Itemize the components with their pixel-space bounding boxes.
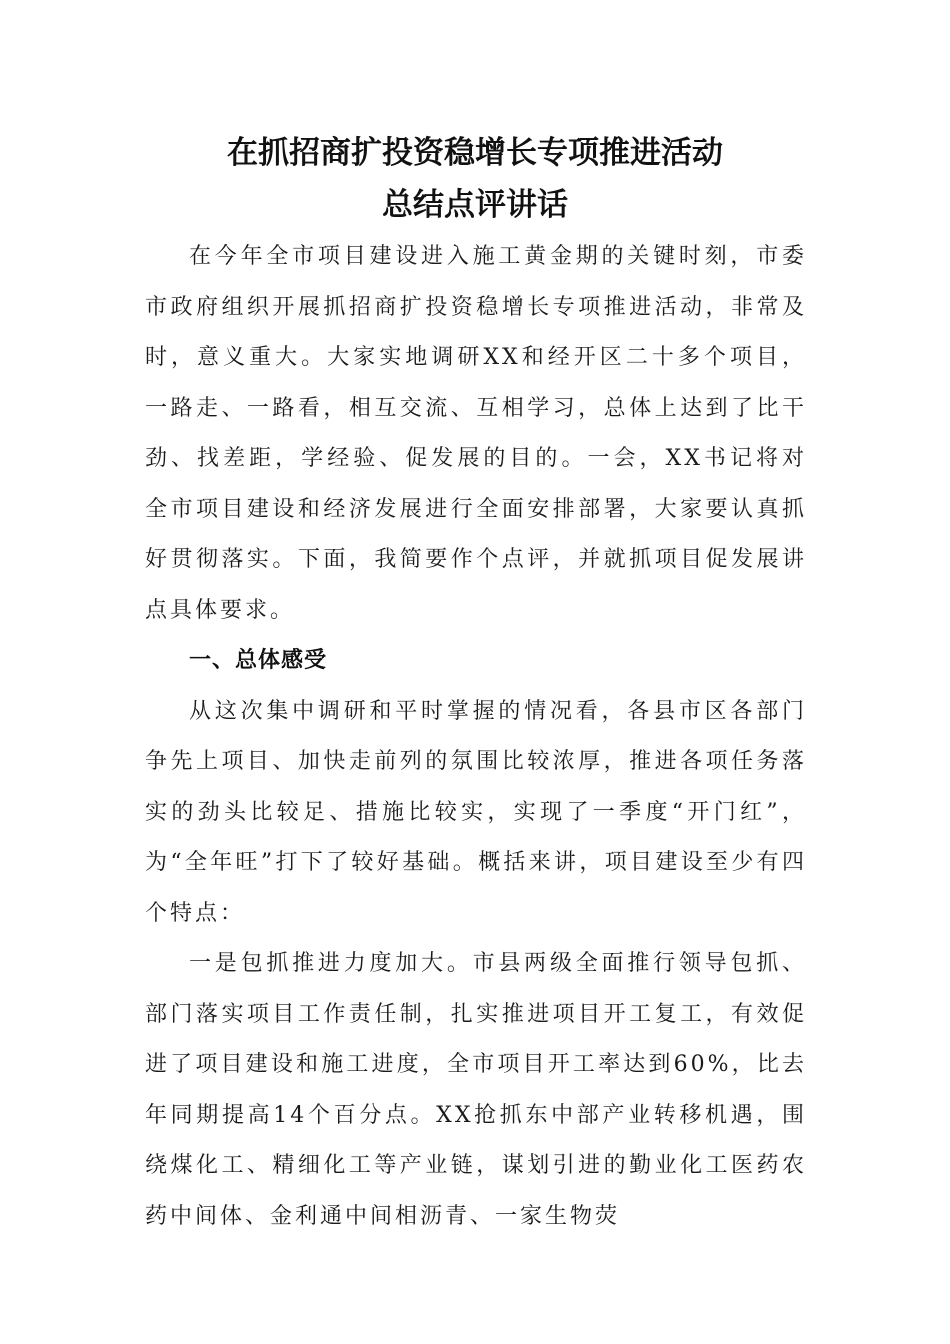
paragraph-point-one: 一是包抓推进力度加大。市县两级全面推行领导包抓、部门落实项目工作责任制，扎实推进项目开工复工，有效促进了项目建设和施工进度，全市项目开工率达到60%，比去年同期提高14个百分点。XX抢抓东中部产业转移机遇，围绕煤化工、精细化工等产业链，谋划引进的勤业化工医药农药中间体、金利通中间相沥青、一家生物荧: [145, 951, 807, 1229]
paragraph-overview: 从这次集中调研和平时掌握的情况看，各县市区各部门争先上项目、加快走前列的氛围比较浓厚，推进各项任务落实的劲头比较足、措施比较实，实现了一季度“开门红”，为“全年旺”打下了较好基础。概括来讲，项目建设至少有四个特点：: [145, 698, 807, 926]
document-title-line-1: 在抓招商扩投资稳增长专项推进活动: [227, 135, 723, 171]
section-heading: 一、总体感受: [189, 648, 328, 673]
paragraph-intro: 在今年全市项目建设进入施工黄金期的关键时刻，市委市政府组织开展抓招商扩投资稳增长专项推进活动，非常及时，意义重大。大家实地调研XX和经开区二十多个项目，一路走、一路看，相互交流、互相学习，总体上达到了比干劲、找差距，学经验、促发展的目的。一会，XX书记将对全市项目建设和经济发展进行全面安排部署，大家要认真抓好贯彻落实。下面，我简要作个点评，并就抓项目促发展讲点具体要求。: [145, 244, 807, 623]
document-title-line-2: 总结点评讲话: [382, 187, 568, 223]
document-body: [145, 232, 807, 1242]
